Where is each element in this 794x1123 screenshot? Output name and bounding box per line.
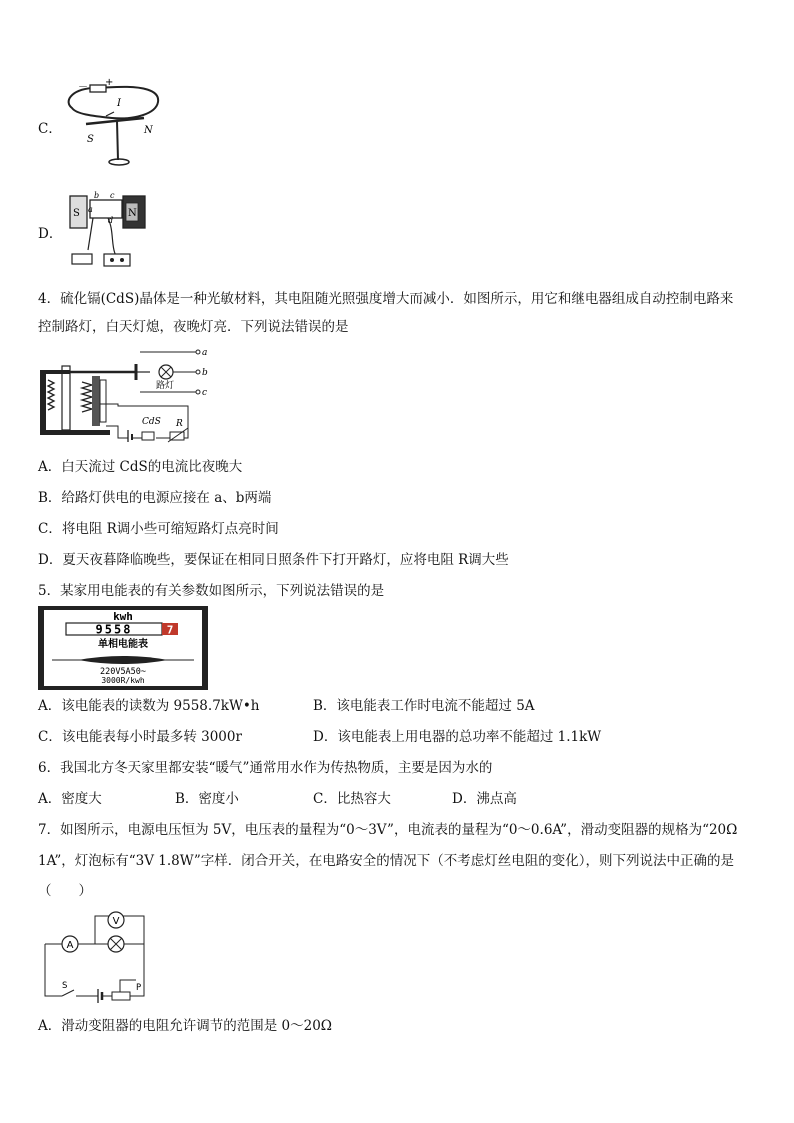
q4-stem-line2: 控制路灯，白天灯熄，夜晚灯亮．下列说法错误的是 (38, 319, 349, 335)
q5-option-b: B．该电能表工作时电流不能超过 5A (313, 698, 535, 714)
q7-stem-line2: 1A”，灯泡标有“3V 1.8W”字样．闭合开关，在电路安全的情况下（不考虑灯丝电阻的变化），则下列说法中正确的是 (38, 853, 735, 869)
meter-name: 单相电能表 (98, 639, 148, 650)
q6-option-b: B．密度小 (175, 791, 239, 807)
current-label: I (117, 98, 121, 109)
label-d: d (108, 216, 114, 225)
label-a: a (88, 205, 93, 214)
terminal-b: b (202, 368, 208, 378)
q7-stem-line1: 7．如图所示，电源电压恒为 5V，电压表的量程为“0～3V”，电流表的量程为“0～0.6A”，滑动变阻器的规格为“20Ω (38, 822, 738, 838)
q6-option-d: D．沸点高 (452, 791, 517, 807)
q4-option-c: C．将电阻 R调小些可缩短路灯点亮时间 (38, 521, 279, 537)
q7-stem-line3: （ ） (38, 883, 92, 899)
q4-option-d: D．夏天夜暮降临晚些，要保证在相同日照条件下打开路灯，应将电阻 R调大些 (38, 552, 509, 568)
q4-option-a: A．白天流过 CdS的电流比夜晚大 (38, 459, 243, 475)
voltmeter-label: V (112, 916, 120, 927)
resistor-label: R (176, 419, 183, 429)
option-d-label: D． (38, 226, 63, 242)
meter-digits: 9558 (95, 622, 133, 637)
figure-lamp-circuit (40, 908, 155, 1003)
terminal-a: a (202, 348, 208, 358)
label-c: c (110, 191, 115, 200)
q7-option-a: A．滑动变阻器的电阻允许调节的范围是 0～20Ω (38, 1018, 333, 1034)
meter-spec1: 220V5A50~ (99, 667, 147, 677)
magnet-north: N (128, 208, 137, 219)
q6-stem: 6．我国北方冬天家里都安装“暖气”通常用水作为传热物质，主要是因为水的 (38, 760, 493, 776)
q4-stem-line1: 4．硫化镉(CdS)晶体是一种光敏材料，其电阻随光照强度增大而减小．如图所示，用它和继电器组成自动控制电路来 (38, 291, 734, 307)
switch-label: S (62, 981, 68, 991)
terminal-c: c (202, 388, 208, 398)
figure-energy-meter (38, 606, 208, 690)
label-b: b (94, 191, 100, 200)
cds-label: CdS (142, 417, 161, 427)
north-label: N (144, 125, 153, 136)
meter-last-digit: 7 (166, 623, 174, 637)
figure-generator (68, 190, 153, 272)
figure-relay-circuit (38, 342, 208, 442)
q5-stem: 5．某家用电能表的有关参数如图所示，下列说法错误的是 (38, 583, 385, 599)
q5-option-d: D．该电能表上用电器的总功率不能超过 1.1kW (313, 729, 602, 745)
q5-option-a: A．该电能表的读数为 9558.7kW•h (38, 698, 260, 714)
meter-unit: kwh (113, 610, 133, 623)
plus-sign: + (105, 77, 114, 88)
ammeter-label: A (66, 940, 74, 951)
q4-option-b: B．给路灯供电的电源应接在 a、b两端 (38, 490, 272, 506)
q5-option-c: C．该电能表每小时最多转 3000r (38, 729, 242, 745)
minus-sign: － (78, 82, 88, 93)
magnet-south: S (73, 208, 80, 219)
south-label: S (87, 134, 94, 145)
slider-label: P (136, 983, 142, 993)
q6-option-c: C．比热容大 (313, 791, 391, 807)
option-c-label: C． (38, 121, 62, 137)
q6-option-a: A．密度大 (38, 791, 102, 807)
meter-spec2: 3000R/kwh (101, 676, 145, 685)
lamp-label: 路灯 (156, 381, 175, 391)
figure-conductor-compass (62, 77, 172, 170)
